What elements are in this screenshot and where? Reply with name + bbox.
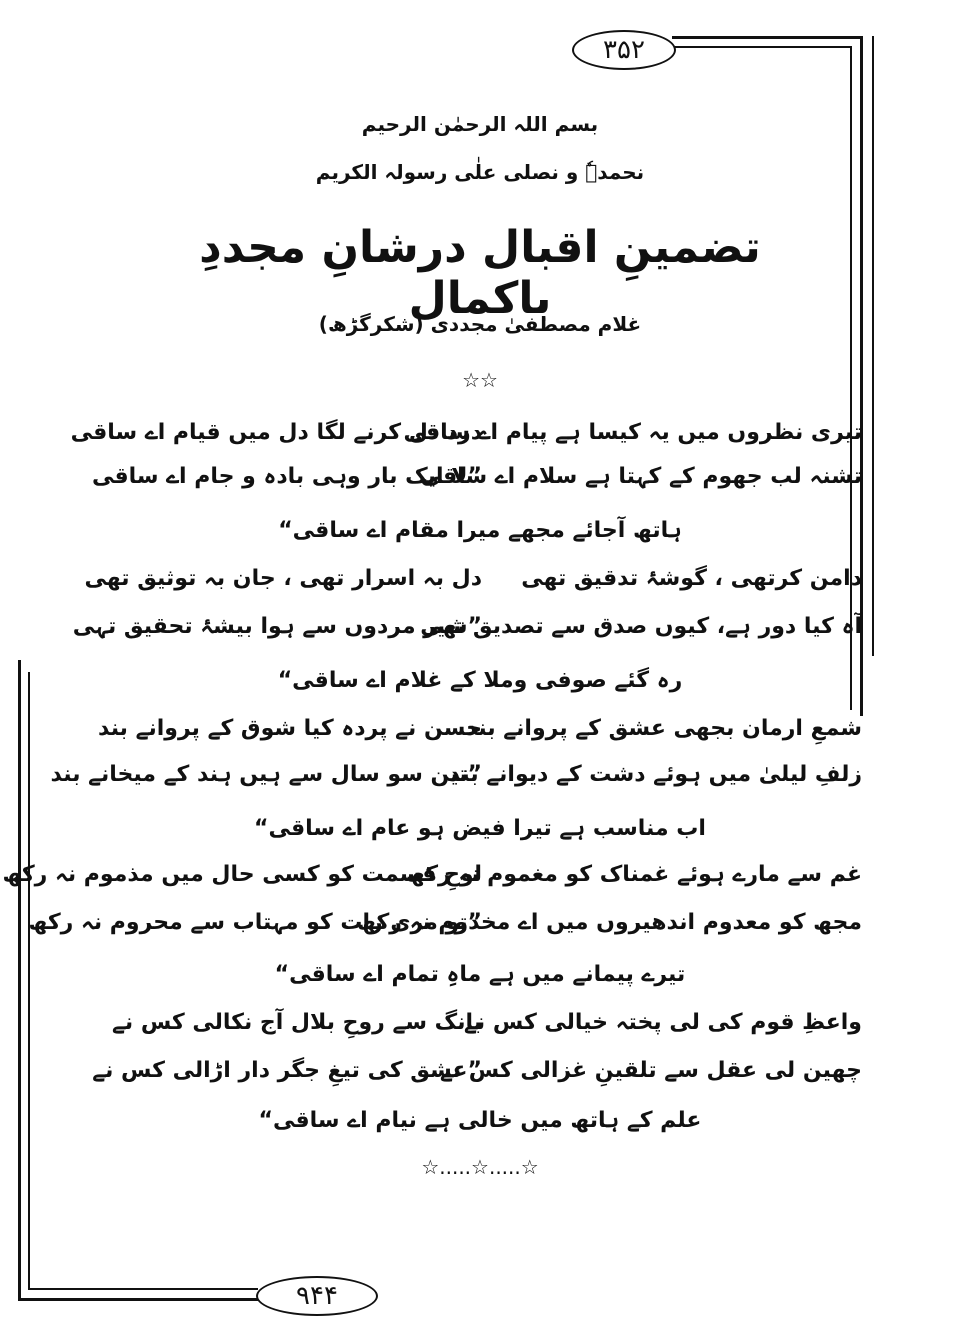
- refrain-line: ہاتھ آجائے مجھے میرا مقام اے ساقی“: [278, 518, 682, 543]
- verse-line: ”عشق کی تیغِ جگر دار اڑالی کس نے: [92, 1058, 482, 1083]
- verse-line: بانگ سے روحِ بلال آج نکالی کس نے: [112, 1010, 482, 1035]
- verse-line: تیری نظروں میں یہ کیسا ہے پیام اے ساقی: [403, 420, 862, 445]
- verse-line: ”لا ایک بار وہی بادہ و جام اے ساقی: [91, 464, 482, 489]
- verse-line: مجھ کو معدوم اندھیروں میں اے مخدوم نہ رکھ: [357, 910, 862, 935]
- verse-line: واعظِ قوم کی لی پختہ خیالی کس نے: [464, 1010, 862, 1035]
- refrain-line: علم کے ہاتھ میں خالی ہے نیام اے ساقی“: [258, 1108, 702, 1133]
- frame-top-line: [672, 36, 862, 39]
- frame-bottom-line: [18, 1298, 258, 1301]
- frame-left-inner: [28, 672, 30, 1288]
- refrain-line: رہ گئے صوفی وملا کے غلام اے ساقی“: [277, 668, 683, 693]
- verse-line: زلفِ لیلیٰ میں ہوئے دشت کے دیوانے بند: [448, 762, 862, 787]
- verse-line: غم سے مارے ہوئے غمناک کو مغموم نہ رکھ: [405, 862, 862, 887]
- verse-line: دل بہ اسرار تھی ، جان بہ توثیق تھی: [84, 566, 482, 591]
- verse-line: لوحِ قسمت کو کسی حال میں مذموم نہ رکھ: [2, 862, 482, 887]
- frame-right-inner: [850, 46, 852, 710]
- refrain-line: تیرے پیمانے میں ہے ماہِ تمام اے ساقی“: [274, 962, 686, 987]
- bismillah: بسم اللہ الرحمٰن الرحیم: [361, 112, 599, 136]
- bottom-page-number: ۹۴۴: [256, 1276, 378, 1316]
- bottom-ornament: ☆.....☆.....☆: [421, 1155, 539, 1179]
- page-title: تضمینِ اقبال درشانِ مجددِ باکمال: [199, 222, 761, 324]
- verse-line: درد دل کرنے لگا دل میں قیام اے ساقی: [70, 420, 482, 445]
- frame-bottom-line-inner: [28, 1288, 258, 1290]
- frame-left-outer: [18, 660, 21, 1300]
- frame-top-line-inner: [672, 46, 852, 48]
- verse-line: آہ کیا دور ہے، کیوں صدق سے تصدیق تھی: [420, 614, 862, 639]
- verse-line: چھین لی عقل سے تلقینِ غزالی کس نے: [440, 1058, 862, 1083]
- top-ornament: ☆☆: [462, 368, 498, 392]
- verse-line: شمعِ ارمان بجھی عشق کے پروانے بند: [465, 716, 862, 741]
- salutation: نحمدہٗ و نصلی علٰی رسولہ الکریم: [315, 160, 645, 184]
- verse-line: حسن نے پردہ کیا شوق کے پروانے بند: [97, 716, 482, 741]
- verse-line: ”تین سو سال سے ہیں ہند کے میخانے بند: [50, 762, 482, 787]
- refrain-line: اب مناسب ہے تیرا فیض ہو عام اے ساقی“: [254, 816, 706, 841]
- frame-right-third: [872, 36, 874, 656]
- verse-line: ”شیر مردوں سے ہوا بیشۂ تحقیق تہی: [72, 614, 482, 639]
- verse-line: تشنہ لب جھوم کے کہتا ہے سلام اے ساقی: [420, 464, 862, 489]
- top-page-number: ۳۵۲: [572, 30, 676, 70]
- verse-line: ”تو مری رات کو مہتاب سے محروم نہ رکھ: [28, 910, 482, 935]
- verse-line: دامن کرتھی ، گوشۂ تدقیق تھی: [521, 566, 862, 591]
- author-line: غلام مصطفیٰ مجددی (شکرگڑھ): [318, 312, 642, 336]
